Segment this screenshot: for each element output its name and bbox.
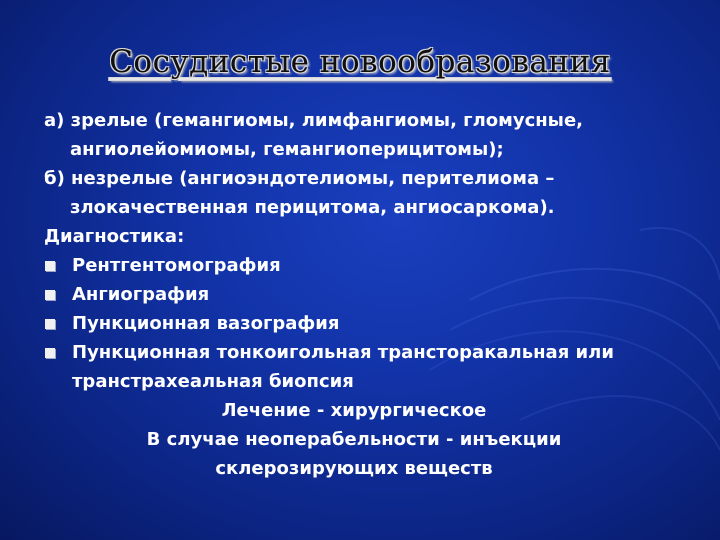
bullet-item: [44, 338, 684, 396]
bullet-label: Пункционная вазография: [72, 313, 340, 334]
item-b: б) незрелые (ангиоэндотелиомы, перителиома – злокачественная перицитома, ангиосаркома).: [44, 168, 555, 218]
square-bullet-icon: [45, 261, 55, 271]
slide-content: [44, 106, 684, 483]
bullet-label: Ангиография: [72, 284, 210, 305]
square-bullet-icon: [45, 290, 55, 300]
bullet-item: [44, 309, 684, 338]
item-a: а) зрелые (гемангиомы, лимфангиомы, гломусные, ангиолейомиомы, гемангиоперицитомы);: [44, 110, 583, 160]
bullet-label: Рентгентомография: [72, 255, 281, 276]
bullet-item: [44, 280, 684, 309]
square-bullet-icon: [45, 319, 55, 329]
slide-title: Сосудистые новообразования: [109, 44, 611, 80]
diagnostics-heading: Диагностика:: [44, 226, 185, 247]
inoperable-line-2: склерозирующих веществ: [215, 458, 493, 479]
bullet-label: Пункционная тонкоигольная трансторакальная или транстрахеальная биопсия: [72, 342, 614, 392]
treatment-line: Лечение - хирургическое: [221, 400, 487, 421]
square-bullet-icon: [45, 348, 55, 358]
bullet-item: [44, 251, 684, 280]
inoperable-line-1: В случае неоперабельности - инъекции: [146, 429, 562, 450]
